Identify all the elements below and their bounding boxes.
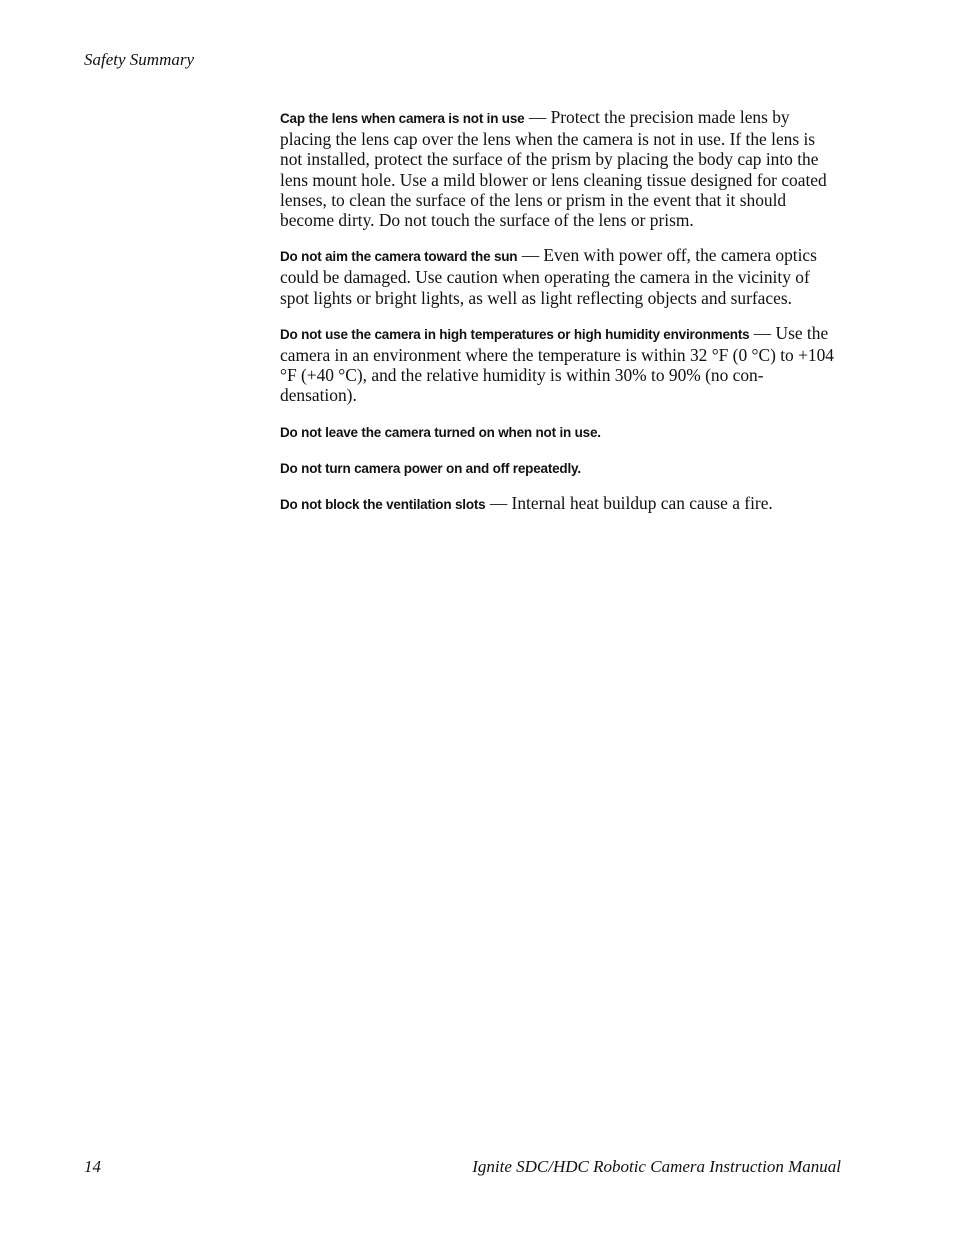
paragraph-lead: Do not turn camera power on and off repeatedly. (280, 460, 581, 476)
paragraph-cap-lens (280, 107, 840, 230)
paragraph-body: — Internal heat buildup can cause a fire. (485, 493, 773, 514)
paragraph-lead: Do not use the camera in high temperatures or high humidity environments (280, 326, 750, 342)
paragraph-sun (280, 245, 840, 308)
paragraph-turned-on (280, 421, 840, 443)
paragraph-lead: Do not block the ventilation slots (280, 497, 486, 513)
paragraph-temperature (280, 323, 840, 406)
paragraph-lead: Cap the lens when camera is not in use (280, 111, 525, 126)
paragraph-lead: Do not aim the camera toward the sun (280, 249, 518, 265)
paragraph-body: — Protect the precision made lens by placing the lens cap over the lens when the camera is not in use. If the lens is not installed, protect the surface of the prism by placing the body cap into the lens mount hole. Use a mild blower or lens cleaning tissue designed for coated lenses, to clean the surface of the lens or prism in the event that it should become dirty. Do not touch the surface of the lens or prism. (280, 107, 827, 231)
paragraph-ventilation (280, 493, 840, 515)
paragraph-body: — Even with power off, the camera optics could be damaged. Use caution when operating the camera in the vicinity of spot lights or bright lights, as well as light reflecting objects and surfaces. (280, 245, 817, 308)
running-header: Safety Summary (84, 50, 195, 69)
safety-content (280, 107, 840, 530)
paragraph-power-cycle (280, 457, 840, 479)
manual-title: Ignite SDC/HDC Robotic Camera Instruction Manual (472, 1157, 841, 1176)
paragraph-body: — Use the camera in an environment where the temperature is within 32 °F (0 °C) to +104 °F (+40 °C), and the relative humidity is within 30% to 90% (no con-densation). (280, 322, 834, 406)
page-number: 14 (84, 1157, 101, 1176)
paragraph-lead: Do not leave the camera turned on when not in use. (280, 424, 601, 440)
